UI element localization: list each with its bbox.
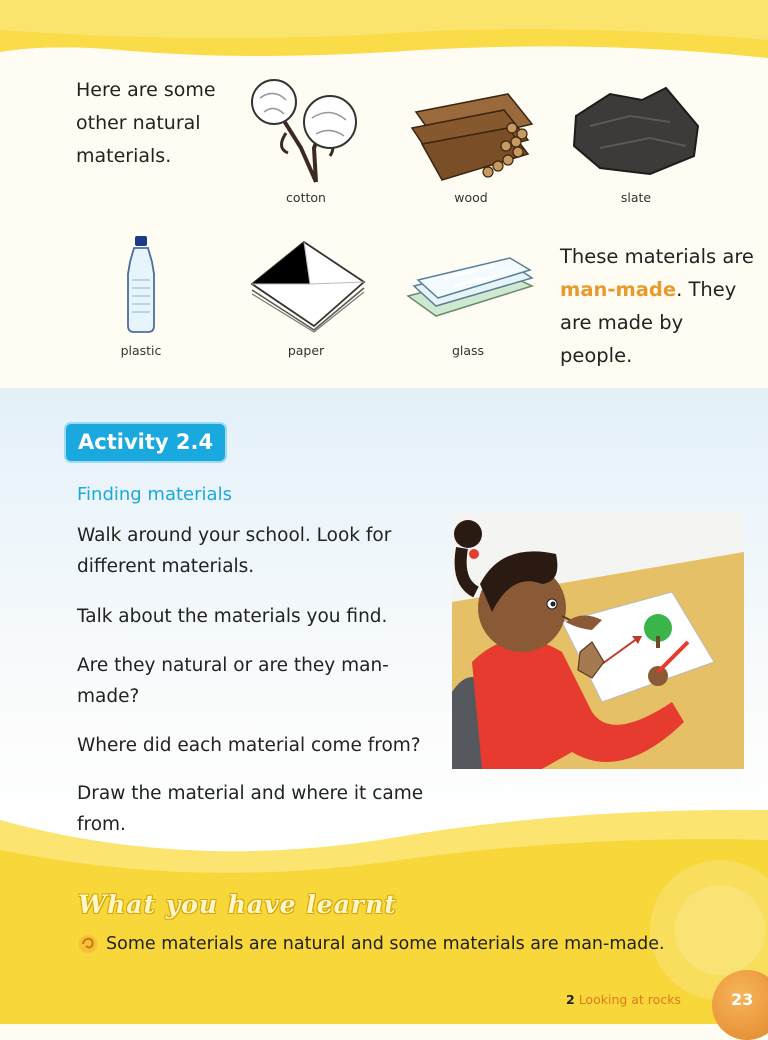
cotton-caption: cotton [286, 190, 326, 205]
activity-badge: Activity 2.4 [66, 424, 225, 461]
plastic-bottle-icon [124, 234, 158, 334]
glass-caption: glass [451, 343, 485, 358]
wood-icon [408, 88, 536, 184]
footer-chapter [566, 992, 681, 1007]
paper-icon [248, 230, 368, 334]
learnt-title: What you have learnt [78, 890, 397, 919]
manmade-text-part1: These materials are [560, 245, 754, 268]
learnt-bullet-text: Some materials are natural and some materials are man-made. [106, 934, 665, 954]
slate-caption: slate [620, 190, 652, 205]
chapter-title: Looking at rocks [578, 992, 681, 1007]
chapter-number: 2 [566, 992, 575, 1007]
paper-caption: paper [287, 343, 325, 358]
girl-drawing-illustration [452, 512, 744, 769]
activity-step: Are they natural or are they man-made? [77, 655, 389, 707]
activity-step: Talk about the materials you find. [77, 606, 388, 627]
manmade-description [560, 240, 760, 372]
plastic-caption: plastic [120, 343, 162, 358]
activity-step: Walk around your school. Look for different materials. [77, 525, 392, 577]
activity-subtitle: Finding materials [77, 484, 232, 505]
swirl-bullet-icon [78, 934, 98, 954]
learnt-bullet [78, 934, 665, 954]
page-number: 23 [731, 990, 754, 1009]
slate-icon [570, 86, 702, 178]
activity-step: Where did each material come from? [77, 735, 421, 756]
activity-step: Draw the material and where it came from. [77, 783, 424, 835]
wood-caption: wood [454, 190, 488, 205]
glass-icon [404, 256, 536, 324]
manmade-text-part2: . They are made by people. [560, 278, 737, 367]
cotton-icon [246, 78, 360, 186]
manmade-highlight: man-made [560, 278, 677, 301]
intro-text: Here are some other natural materials. [76, 79, 216, 167]
